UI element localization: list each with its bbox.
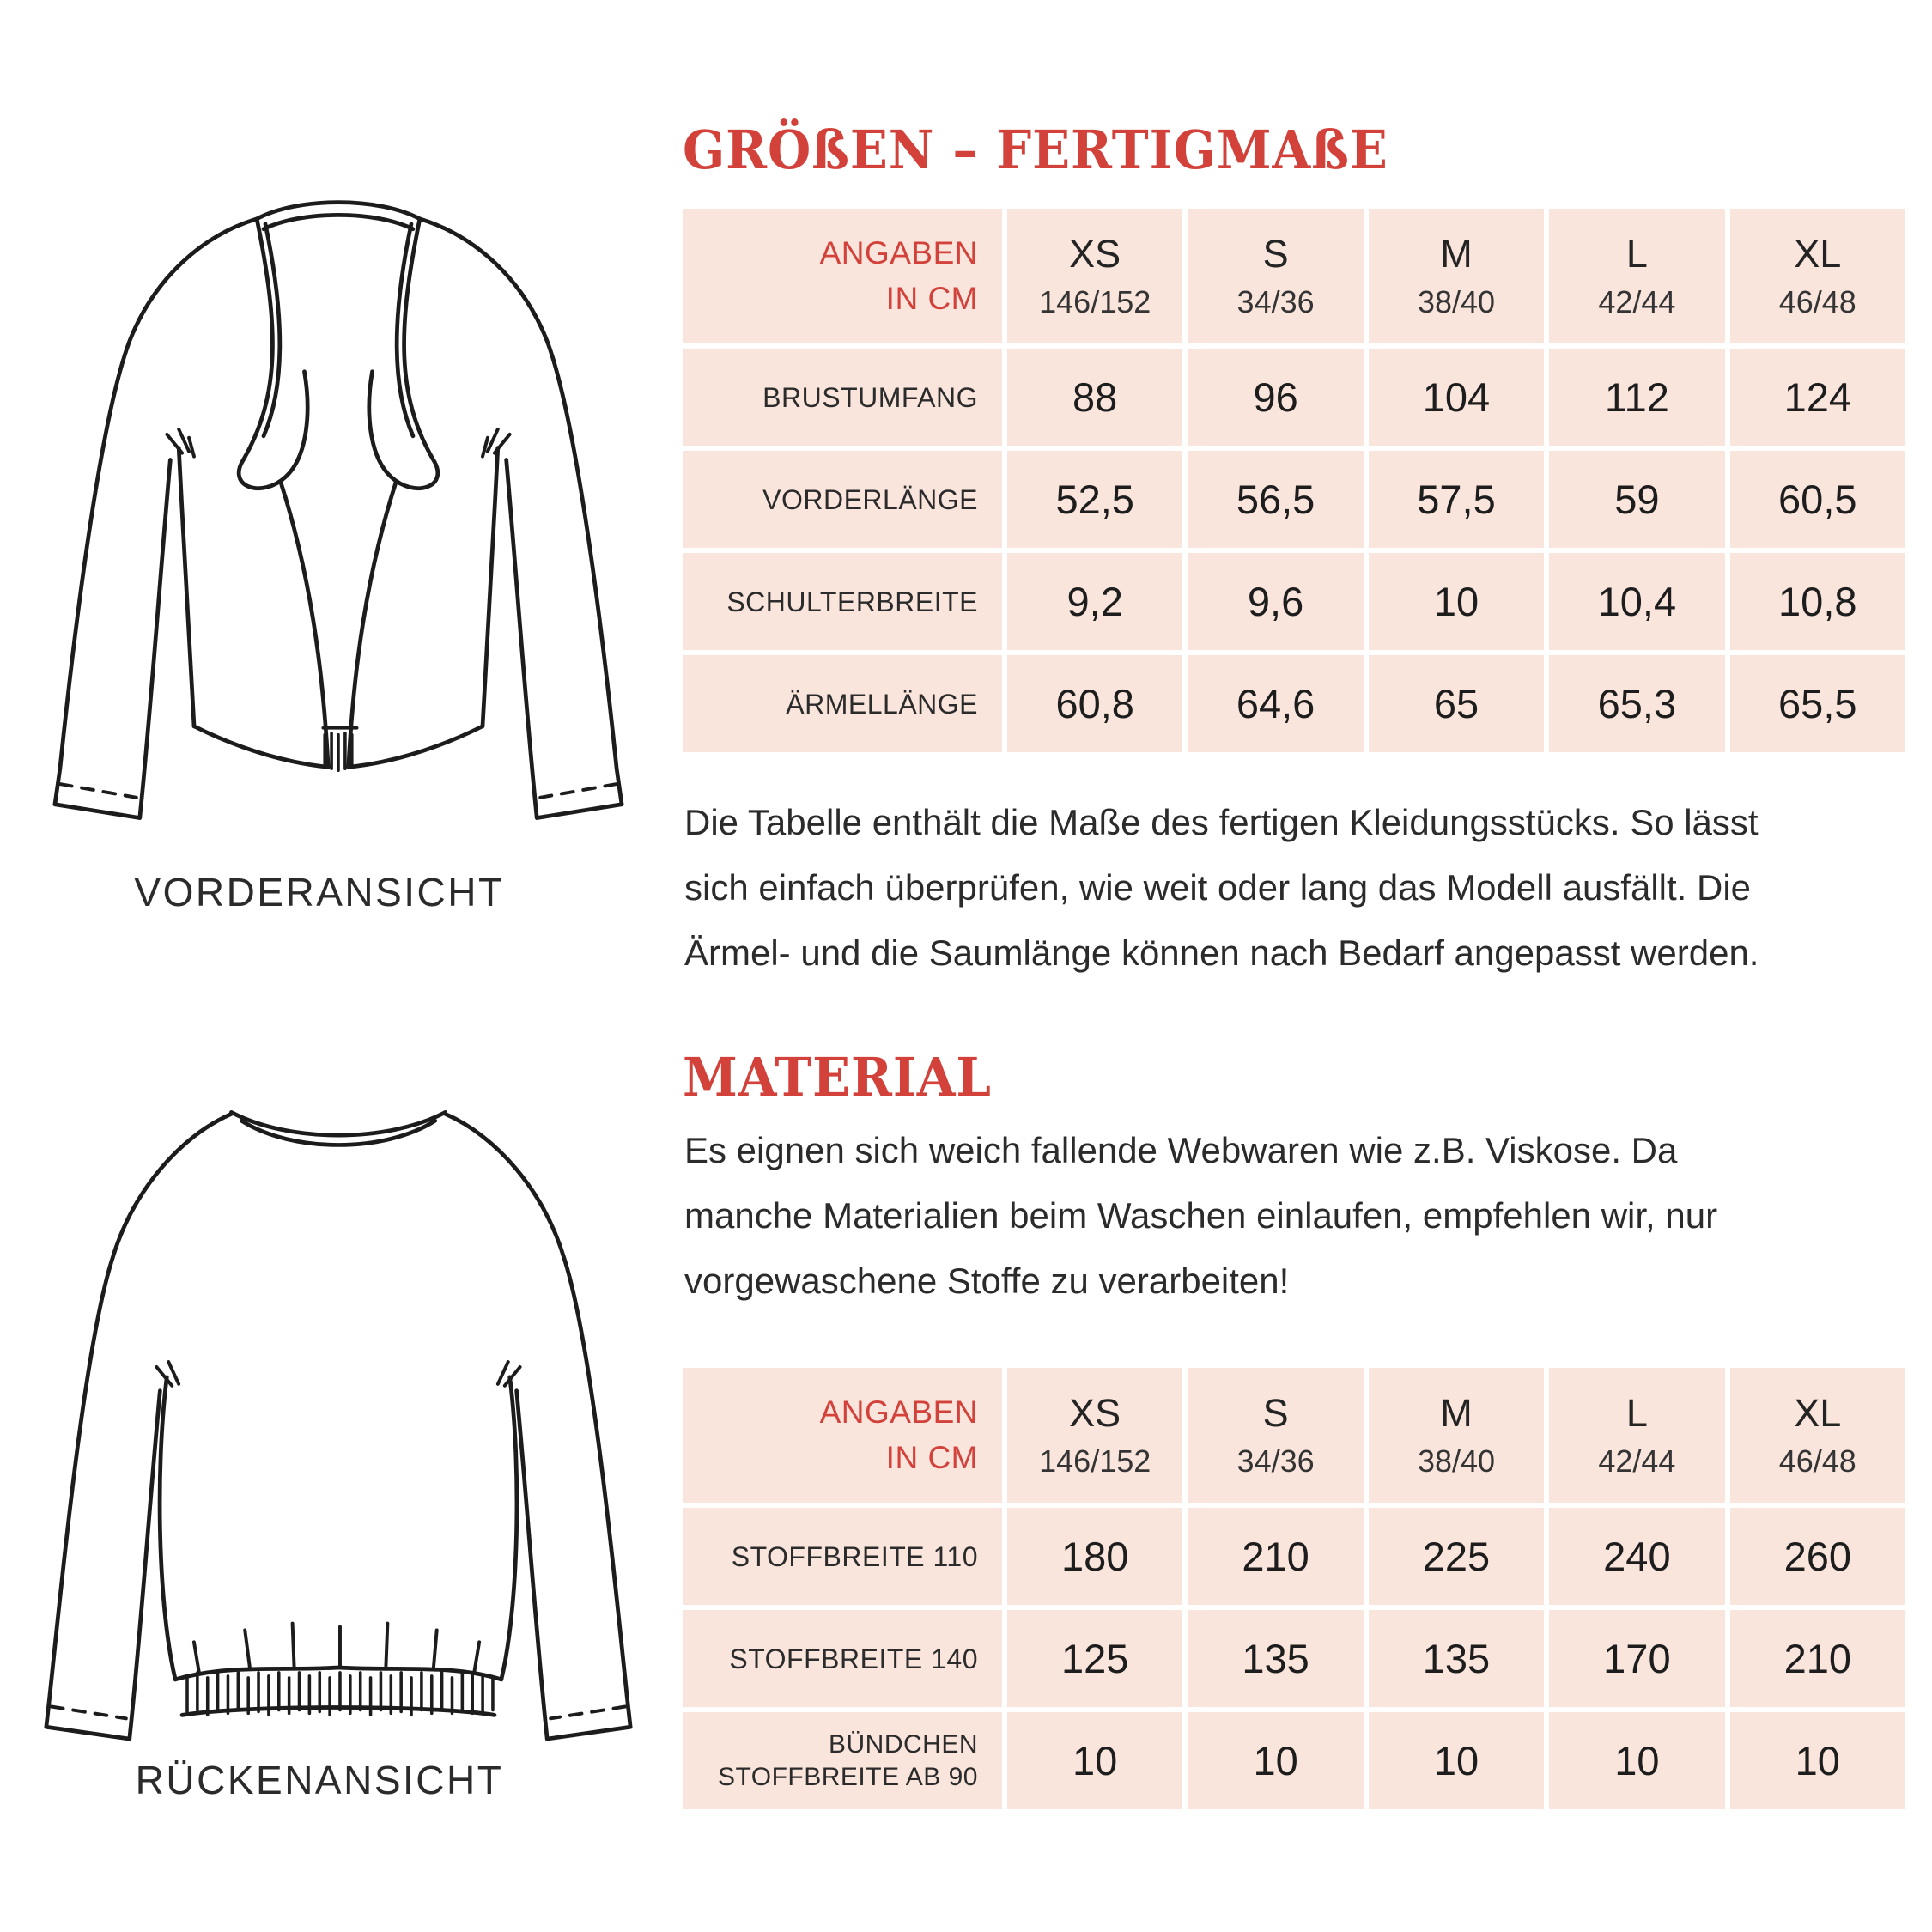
- measurement-value: 124: [1730, 349, 1905, 446]
- text-line: Es eignen sich weich fallende Webwaren wie z.B. Viskose. Da: [684, 1130, 1678, 1170]
- measurement-value: 10: [1007, 1712, 1182, 1809]
- measurement-value: 210: [1188, 1508, 1363, 1605]
- measurement-value: 88: [1007, 349, 1182, 446]
- text-line: manche Materialien beim Waschen einlaufen, empfehlen wir, nur: [684, 1195, 1718, 1236]
- measurement-value: 10: [1369, 553, 1544, 650]
- measurement-value: 135: [1369, 1610, 1544, 1707]
- measurement-value: 9,6: [1188, 553, 1363, 650]
- header-line2: IN CM: [885, 1439, 978, 1475]
- size-column-header: L 42/44: [1549, 209, 1724, 343]
- measurement-value: 225: [1369, 1508, 1544, 1605]
- measurement-value: 170: [1549, 1610, 1724, 1707]
- measurement-value: 65: [1369, 655, 1544, 752]
- text-line: sich einfach überprüfen, wie weit oder lang das Modell ausfällt. Die: [684, 867, 1752, 908]
- size-column-header: S 34/36: [1188, 209, 1363, 343]
- measurement-value: 52,5: [1007, 451, 1182, 548]
- measurement-value: 10: [1549, 1712, 1724, 1809]
- measurement-value: 65,3: [1549, 655, 1724, 752]
- measurement-value: 10,4: [1549, 553, 1724, 650]
- back-view-figure: [24, 1065, 653, 1744]
- measurement-value: 9,2: [1007, 553, 1182, 650]
- measurement-value: 240: [1549, 1508, 1724, 1605]
- header-line1: ANGABEN: [819, 1394, 978, 1430]
- measurement-value: 260: [1730, 1508, 1905, 1605]
- measurement-value: 112: [1549, 349, 1724, 446]
- front-view-figure: [24, 137, 653, 857]
- measurement-value: 96: [1188, 349, 1363, 446]
- size-column-header: S 34/36: [1188, 1368, 1363, 1503]
- text-line: Ärmel- und die Saumlänge können nach Bedarf angepasst werden.: [684, 933, 1759, 973]
- measurement-value: 60,5: [1730, 451, 1905, 548]
- measurement-value: 10,8: [1730, 553, 1905, 650]
- table-corner-header: [683, 209, 1002, 343]
- measurement-value: 65,5: [1730, 655, 1905, 752]
- page-title: GRÖßEN – FERTIGMAßE: [683, 118, 1388, 181]
- sizes-description: [684, 790, 1759, 986]
- back-view-label: RÜCKENANSICHT: [135, 1758, 504, 1802]
- measurement-row-label: SCHULTERBREITE: [683, 553, 1002, 650]
- text-line: Die Tabelle enthält die Maße des fertigen Kleidungsstücks. So lässt: [684, 802, 1759, 842]
- table-corner-header: [683, 1368, 1002, 1503]
- front-view-label: VORDERANSICHT: [134, 870, 505, 914]
- measurement-value: 10: [1188, 1712, 1363, 1809]
- size-column-header: M 38/40: [1369, 1368, 1544, 1503]
- section-title-material: MATERIAL: [683, 1046, 992, 1109]
- header-line2: IN CM: [885, 280, 978, 316]
- back-view-illustration: [24, 1065, 653, 1744]
- measurement-value: 10: [1369, 1712, 1544, 1809]
- measurement-row-label: STOFFBREITE 110: [683, 1508, 1002, 1605]
- measurement-row-label: BÜNDCHEN STOFFBREITE AB 90: [683, 1712, 1002, 1809]
- header-line1: ANGABEN: [819, 234, 978, 270]
- size-column-header: XS 146/152: [1007, 1368, 1182, 1503]
- size-column-header: M 38/40: [1369, 209, 1544, 343]
- measurement-value: 135: [1188, 1610, 1363, 1707]
- fabric-requirements-table: [683, 1368, 1905, 1809]
- measurement-value: 180: [1007, 1508, 1182, 1605]
- text-line: vorgewaschene Stoffe zu verarbeiten!: [684, 1261, 1290, 1301]
- measurement-value: 104: [1369, 349, 1544, 446]
- size-column-header: L 42/44: [1549, 1368, 1724, 1503]
- measurement-row-label: ÄRMELLÄNGE: [683, 655, 1002, 752]
- size-column-header: XL 46/48: [1730, 209, 1905, 343]
- measurement-value: 57,5: [1369, 451, 1544, 548]
- measurement-value: 59: [1549, 451, 1724, 548]
- measurement-value: 64,6: [1188, 655, 1363, 752]
- measurement-value: 125: [1007, 1610, 1182, 1707]
- finished-measurements-table: [683, 209, 1905, 752]
- size-column-header: XS 146/152: [1007, 209, 1182, 343]
- measurement-value: 60,8: [1007, 655, 1182, 752]
- measurement-value: 56,5: [1188, 451, 1363, 548]
- measurement-row-label: VORDERLÄNGE: [683, 451, 1002, 548]
- material-description: [684, 1118, 1717, 1314]
- measurement-value: 10: [1730, 1712, 1905, 1809]
- measurement-row-label: STOFFBREITE 140: [683, 1610, 1002, 1707]
- measurement-value: 210: [1730, 1610, 1905, 1707]
- measurement-row-label: BRUSTUMFANG: [683, 349, 1002, 446]
- size-column-header: XL 46/48: [1730, 1368, 1905, 1503]
- front-view-illustration: [24, 137, 653, 857]
